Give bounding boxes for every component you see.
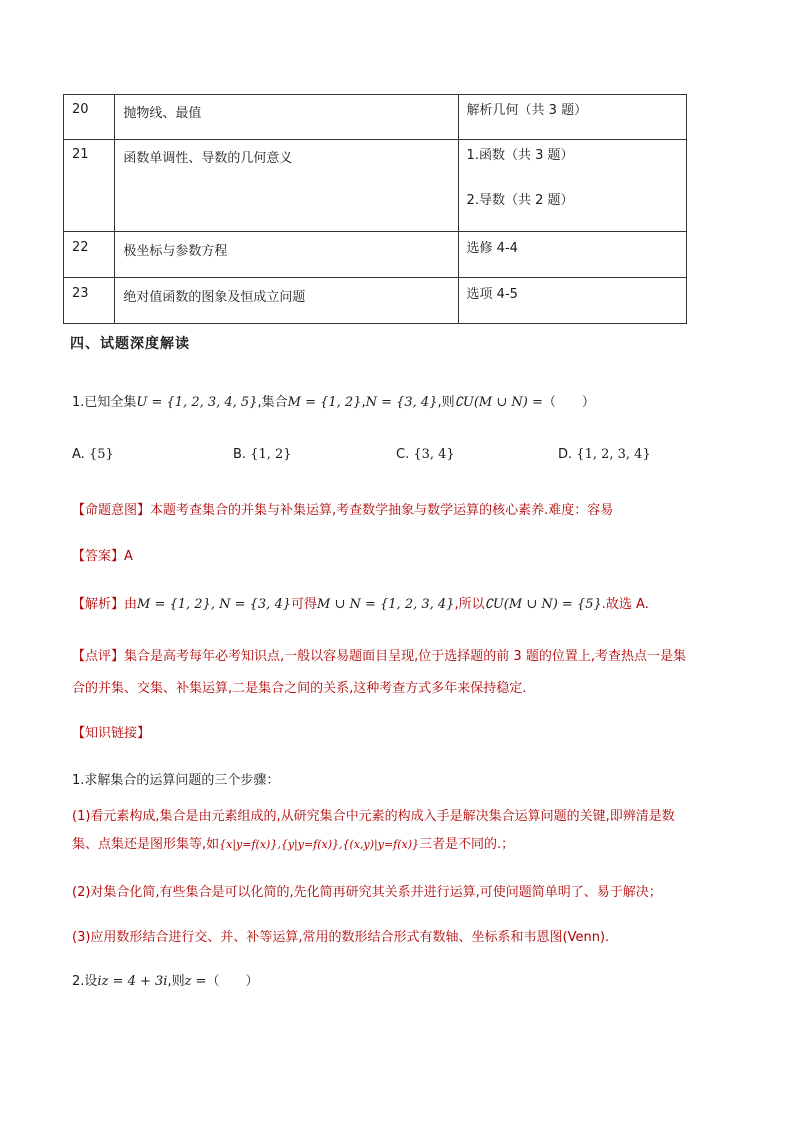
analysis-sets: M = {1, 2}, N = {3, 4}: [137, 597, 291, 612]
knowledge-step-2: (2)对集合化简,有些集合是可以化简的,先化简再研究其关系并进行运算,可使问题简单明了、易于解决；: [72, 885, 662, 900]
knowledge-tag: 【知识链接】: [72, 726, 151, 741]
option-letter: A.: [72, 447, 85, 462]
option-value: {1, 2}: [250, 447, 292, 462]
category-line: 选项 4-5: [466, 287, 518, 302]
set-notation: {x|y=f(x)},{y|y=f(x)},{(x,y)|y=f(x)}: [219, 838, 420, 851]
analysis-text: .故选 A.: [601, 597, 649, 612]
option-letter: D.: [558, 447, 573, 462]
universe-set: U = {1, 2, 3, 4, 5}: [136, 395, 258, 410]
topic-cell: 函数单调性、导数的几何意义: [115, 140, 458, 232]
stem-separator: ,则: [437, 395, 455, 410]
section-heading: 四、试题深度解读: [70, 336, 190, 352]
category-line: 1.函数（共 3 题）: [466, 148, 574, 163]
question-1-stem: [72, 391, 595, 410]
stem-separator: ,集合: [257, 395, 288, 410]
category-line: 选修 4-4: [466, 241, 518, 256]
comment-line-2: 合的并集、交集、补集运算,二是集合之间的关系,这种考查方式多年来保持稳定.: [72, 681, 527, 696]
option-letter: B.: [233, 447, 247, 462]
category-line: 解析几何（共 3 题）: [466, 103, 588, 118]
table-row: [64, 95, 687, 140]
question-2-stem: [72, 970, 258, 989]
stem-separator: ,则: [167, 974, 185, 989]
topic-cell: 抛物线、最值: [115, 95, 458, 140]
answer-text: A: [124, 549, 133, 564]
category-cell: [458, 278, 686, 324]
option-value: {5}: [88, 447, 114, 462]
step-text: 三者是不同的.；: [419, 837, 515, 852]
analysis-tag: 【解析】: [72, 597, 125, 612]
analysis-text: 可得: [291, 597, 318, 612]
option-value: {1, 2, 3, 4}: [576, 447, 651, 462]
option-a: [72, 447, 114, 462]
comment-line-1: [72, 645, 686, 664]
option-d: [558, 447, 651, 462]
stem-separator: ,: [361, 395, 366, 410]
answer-tag: 【答案】: [72, 549, 125, 564]
knowledge-step-3: (3)应用数形结合进行交、并、补等运算,常用的数形结合形式有数轴、坐标系和韦恩图(Venn).: [72, 930, 610, 945]
intent-paragraph: [72, 499, 613, 518]
option-value: {3, 4}: [413, 447, 455, 462]
table-row: [64, 232, 687, 278]
table-row: [64, 140, 687, 232]
category-cell: [458, 140, 686, 232]
analysis-union: M ∪ N = {1, 2, 3, 4}: [317, 597, 455, 612]
analysis-text: ,所以: [454, 597, 485, 612]
category-line: 2.导数（共 2 题）: [466, 193, 574, 208]
equation: iz = 4 + 3i: [97, 974, 168, 989]
variable: z =: [184, 974, 207, 989]
topic-table: [63, 94, 687, 324]
knowledge-title: 1.求解集合的运算问题的三个步骤：: [72, 773, 280, 788]
intent-tag: 【命题意图】: [72, 503, 151, 518]
answer-paragraph: [72, 545, 133, 564]
set-n: N = {3, 4}: [365, 395, 438, 410]
analysis-paragraph: [72, 593, 649, 612]
complement-expression: ∁U(M ∪ N) =: [454, 395, 543, 410]
option-c: [396, 447, 455, 462]
table-row: [64, 278, 687, 324]
analysis-text: 由: [124, 597, 138, 612]
step-text: 集、点集还是图形集等,如: [72, 837, 220, 852]
category-cell: [458, 95, 686, 140]
comment-text: 集合是高考每年必考知识点,一般以容易题面目呈现,位于选择题的前 3 题的位置上,考查热点一是集: [124, 649, 686, 664]
intent-text: 本题考查集合的并集与补集运算,考查数学抽象与数学运算的核心素养.难度：容易: [150, 503, 614, 518]
stem-prefix: 1.已知全集: [72, 395, 137, 410]
set-m: M = {1, 2}: [287, 395, 362, 410]
question-number: 21: [64, 140, 115, 232]
stem-prefix: 2.设: [72, 974, 98, 989]
knowledge-step-1-line-1: (1)看元素构成,集合是由元素组成的,从研究集合中元素的构成入手是解决集合运算问题的关键,即辨清是数: [72, 809, 675, 824]
topic-cell: 绝对值函数的图象及恒成立问题: [115, 278, 458, 324]
knowledge-step-1-line-2: [72, 833, 514, 852]
analysis-complement: ∁U(M ∪ N) = {5}: [484, 597, 602, 612]
answer-blank: （ ）: [542, 395, 595, 410]
option-letter: C.: [396, 447, 410, 462]
answer-blank: （ ）: [206, 974, 259, 989]
question-number: 23: [64, 278, 115, 324]
comment-tag: 【点评】: [72, 649, 125, 664]
question-number: 20: [64, 95, 115, 140]
category-cell: [458, 232, 686, 278]
question-number: 22: [64, 232, 115, 278]
topic-cell: 极坐标与参数方程: [115, 232, 458, 278]
option-b: [233, 447, 292, 462]
